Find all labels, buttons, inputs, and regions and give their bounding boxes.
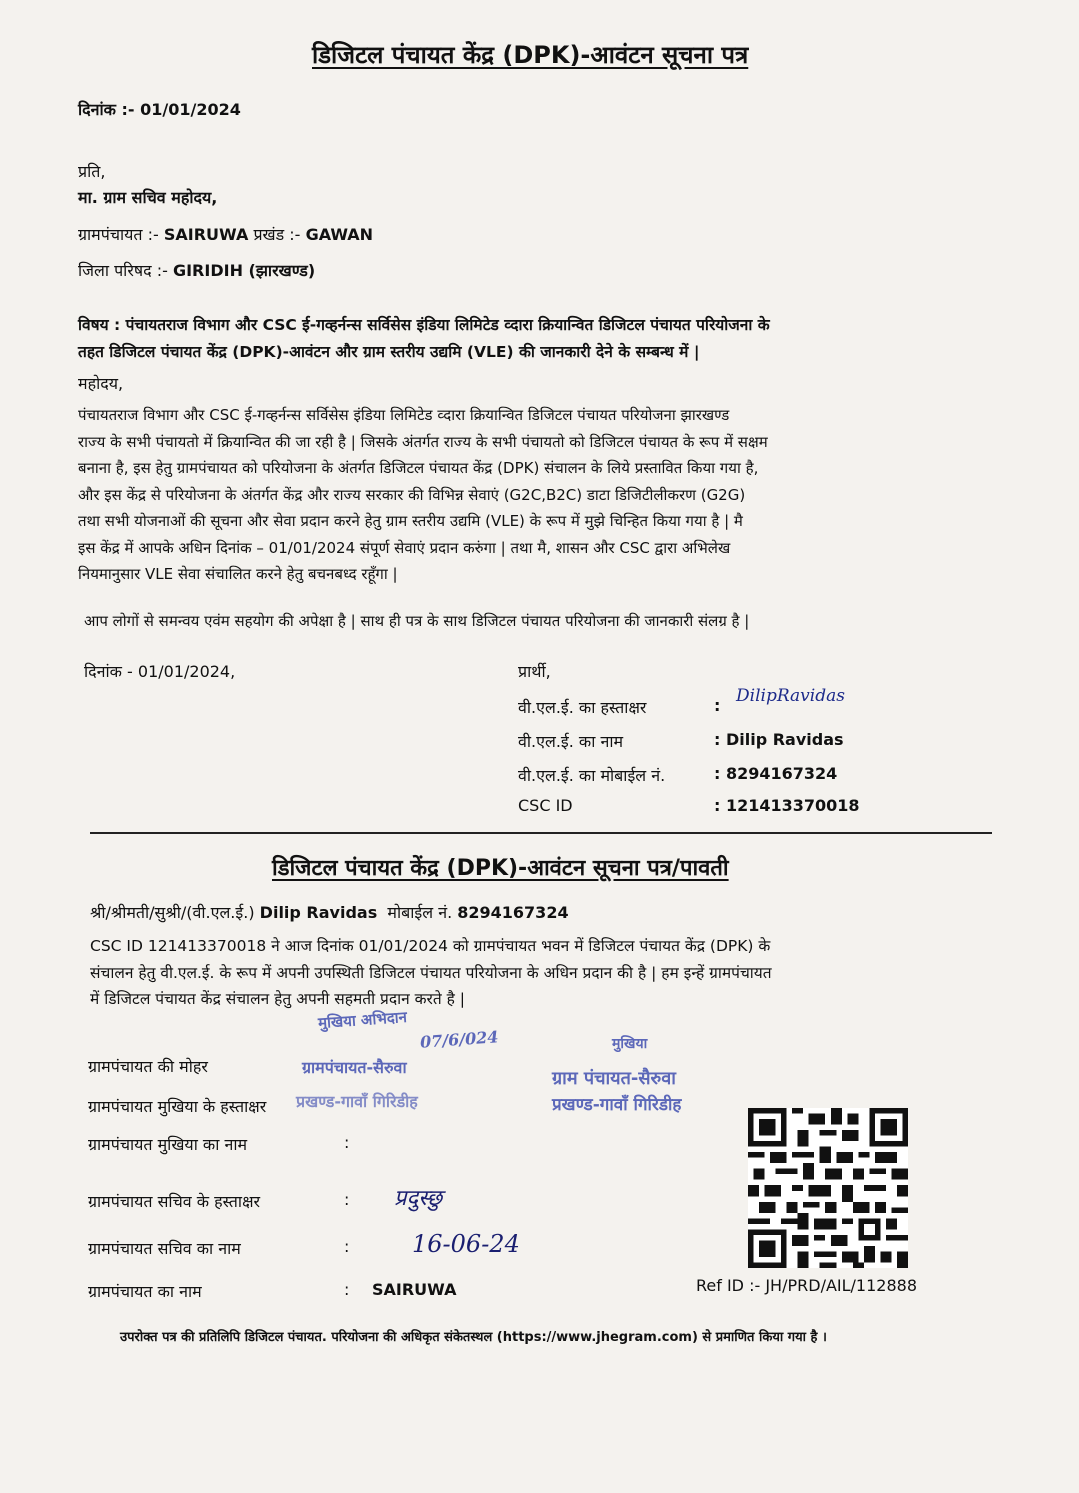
csc-label: CSC ID: [518, 796, 573, 815]
csc-value: : 121413370018: [714, 796, 860, 815]
mukhiya-sign-label: ग्रामपंचायत मुखिया के हस्ताक्षर: [88, 1097, 267, 1116]
receipt-prefix: श्री/श्रीमती/सुश्री/(वी.एल.ई.): [90, 903, 255, 922]
receipt-paragraph: [90, 933, 990, 1013]
prati-text: प्रति,: [78, 162, 106, 181]
zila-value: GIRIDIH (झारखण्ड): [172, 261, 316, 280]
gp-name-colon: :: [344, 1280, 350, 1299]
receipt-mobile: 8294167324: [457, 903, 569, 922]
footer-date: [84, 660, 235, 682]
body-line: राज्य के सभी पंचायतो में क्रियान्वित की जा रही है | जिसके अंतर्गत राज्य के सभी पंचायतो को डिजिटल पंचायत के रूप में सक्षम: [78, 432, 768, 451]
gram-value: SAIRUWA: [163, 225, 249, 244]
sachiv-sign-label: ग्रामपंचायत सचिव के हस्ताक्षर: [88, 1192, 261, 1211]
receipt-mobile-label: मोबाईल नं.: [387, 903, 453, 922]
receipt-vle-name: Dilip Ravidas: [259, 903, 378, 922]
stamp1-date: 07/6/024: [419, 1027, 500, 1052]
closing-line: आप लोगों से समन्वय एवंम सहयोग की अपेक्षा है | साथ ही पत्र के साथ डिजिटल पंचायत परियोजना की जानकारी संलग्र है |: [84, 612, 750, 630]
body-line: पंचायतराज विभाग और CSC ई-गव्हर्नन्स सर्विसेस इंडिया लिमिटेड व्दारा क्रियान्वित डिजिटल पंचायत परियोजना झारखण्ड: [78, 406, 730, 424]
sachiv-name-colon: :: [344, 1237, 350, 1256]
date-label: दिनांक :- 01/01/2024: [78, 100, 241, 119]
vle-mobile-value: : 8294167324: [714, 764, 838, 783]
prakhand-label: प्रखंड :-: [253, 225, 301, 244]
document-title: डिजिटल पंचायत केंद्र (DPK)-आवंटन सूचना पत्र: [312, 41, 749, 69]
body-line: और इस केंद्र से परियोजना के अंतर्गत केंद्र और राज्य सरकार की विभिन्न सेवाएं (G2C,B2C) डाटा डिजिटीलीकरण (G2G): [78, 485, 746, 504]
body-line: बनाना है, इस हेतु ग्रामपंचायत को परियोजना के अंतर्गत डिजिटल पंचायत केंद्र (DPK) संचालन के लिये प्रस्तावित किया गया है,: [78, 459, 759, 477]
prakhand-value: GAWAN: [305, 225, 374, 244]
vle-sign-colon: :: [714, 696, 721, 715]
seal-label: ग्रामपंचायत की मोहर: [88, 1057, 208, 1076]
stamp1-bottom: प्रखण्ड-गावाँ गिरिडीह: [296, 1092, 418, 1111]
body-line: नियमानुसार VLE सेवा संचालित करने हेतु बचनबध्द रहूँगा |: [78, 565, 398, 583]
ref-id: Ref ID :- JH/PRD/AIL/112888: [696, 1276, 917, 1295]
vle-signature: DilipRavidas: [736, 686, 845, 706]
gp-name-value: SAIRUWA: [372, 1280, 457, 1299]
zila-label: जिला परिषद :-: [78, 261, 168, 280]
recipient-line: मा. ग्राम सचिव महोदय,: [78, 188, 218, 207]
qr-code-icon: [748, 1108, 908, 1268]
sachiv-date-handwritten: 16-06-24: [412, 1230, 520, 1258]
subject-block: [78, 312, 770, 365]
section-divider: [90, 832, 992, 834]
sachiv-signature: प्रदुस्छु: [394, 1186, 443, 1211]
stamp2-top: मुखिया: [612, 1036, 648, 1052]
prarthi-text: प्रार्थी,: [518, 662, 551, 681]
zila-line: [78, 259, 315, 281]
stamp1-top: मुखिया अभिदान: [317, 1007, 408, 1033]
subject-line-2: तहत डिजिटल पंचायत केंद्र (DPK)-आवंटन और ग्राम स्तरीय उद्यमि (VLE) की जानकारी देने के सम्बन्ध में |: [78, 342, 700, 361]
footer-date-text: दिनांक - 01/01/2024,: [84, 662, 236, 681]
gram-label: ग्रामपंचायत :-: [78, 225, 159, 244]
mukhiya-name-colon: :: [344, 1133, 350, 1152]
receipt-line-4: में डिजिटल पंचायत केंद्र संचालन हेतु अपनी सहमती प्रदान करते है |: [90, 990, 466, 1008]
sachiv-sign-colon: :: [344, 1190, 350, 1209]
receipt-title: डिजिटल पंचायत केंद्र (DPK)-आवंटन सूचना पत्र/पावती: [272, 856, 729, 881]
mukhiya-name-label: ग्रामपंचायत मुखिया का नाम: [88, 1135, 248, 1154]
receipt-line-1: [90, 901, 569, 923]
salutation: महोदय,: [78, 374, 124, 393]
receipt-line-3: संचालन हेतु वी.एल.ई. के रूप में अपनी उपस्थिती डिजिटल पंचायत परियोजना के अधिन प्रदान की है | हम इन्हें ग्रामपंचायत: [90, 963, 772, 982]
sachiv-name-label: ग्रामपंचायत सचिव का नाम: [88, 1239, 241, 1258]
stamp2-line: ग्राम पंचायत-सैरुवा: [552, 1068, 676, 1089]
vle-mobile-label: वी.एल.ई. का मोबाईल नं.: [518, 766, 666, 785]
body-paragraph: [78, 402, 1008, 588]
certification-text: उपरोक्त पत्र की प्रतिलिपि डिजिटल पंचायत. परियोजना की अधिकृत संकेतस्थल (https://www.jhegram.com) से प्रमाणित किया गया है ।: [120, 1330, 827, 1345]
subject-line-1: विषय : पंचायतराज विभाग और CSC ई-गव्हर्नन्स सर्विसेस इंडिया लिमिटेड व्दारा क्रियान्वित डिजिटल पंचायत परियोजना के: [78, 316, 770, 334]
receipt-line-2: CSC ID 121413370018 ने आज दिनांक 01/01/2024 को ग्रामपंचायत भवन में डिजिटल पंचायत केंद्र (DPK) के: [90, 937, 771, 955]
stamp2-bottom: प्रखण्ड-गावाँ गिरिडीह: [552, 1095, 682, 1115]
vle-sign-label: वी.एल.ई. का हस्ताक्षर: [518, 698, 647, 717]
body-line: तथा सभी योजनाओं की सूचना और सेवा प्रदान करने हेतु ग्राम स्तरीय उद्यमि (VLE) के रूप में मुझे चिन्हित किया गया है | मै: [78, 512, 743, 530]
gram-panchayat-line: [78, 223, 373, 245]
stamp1-line: ग्रामपंचायत-सैरुवा: [302, 1058, 407, 1077]
vle-name-label: वी.एल.ई. का नाम: [518, 732, 624, 751]
body-line: इस केंद्र में आपके अधिन दिनांक – 01/01/2024 संपूर्ण सेवाएं प्रदान करुंगा | तथा मै, शासन और CSC द्वारा अभिलेख: [78, 538, 731, 557]
gp-name-label: ग्रामपंचायत का नाम: [88, 1282, 202, 1301]
vle-name-value: : Dilip Ravidas: [714, 730, 844, 749]
